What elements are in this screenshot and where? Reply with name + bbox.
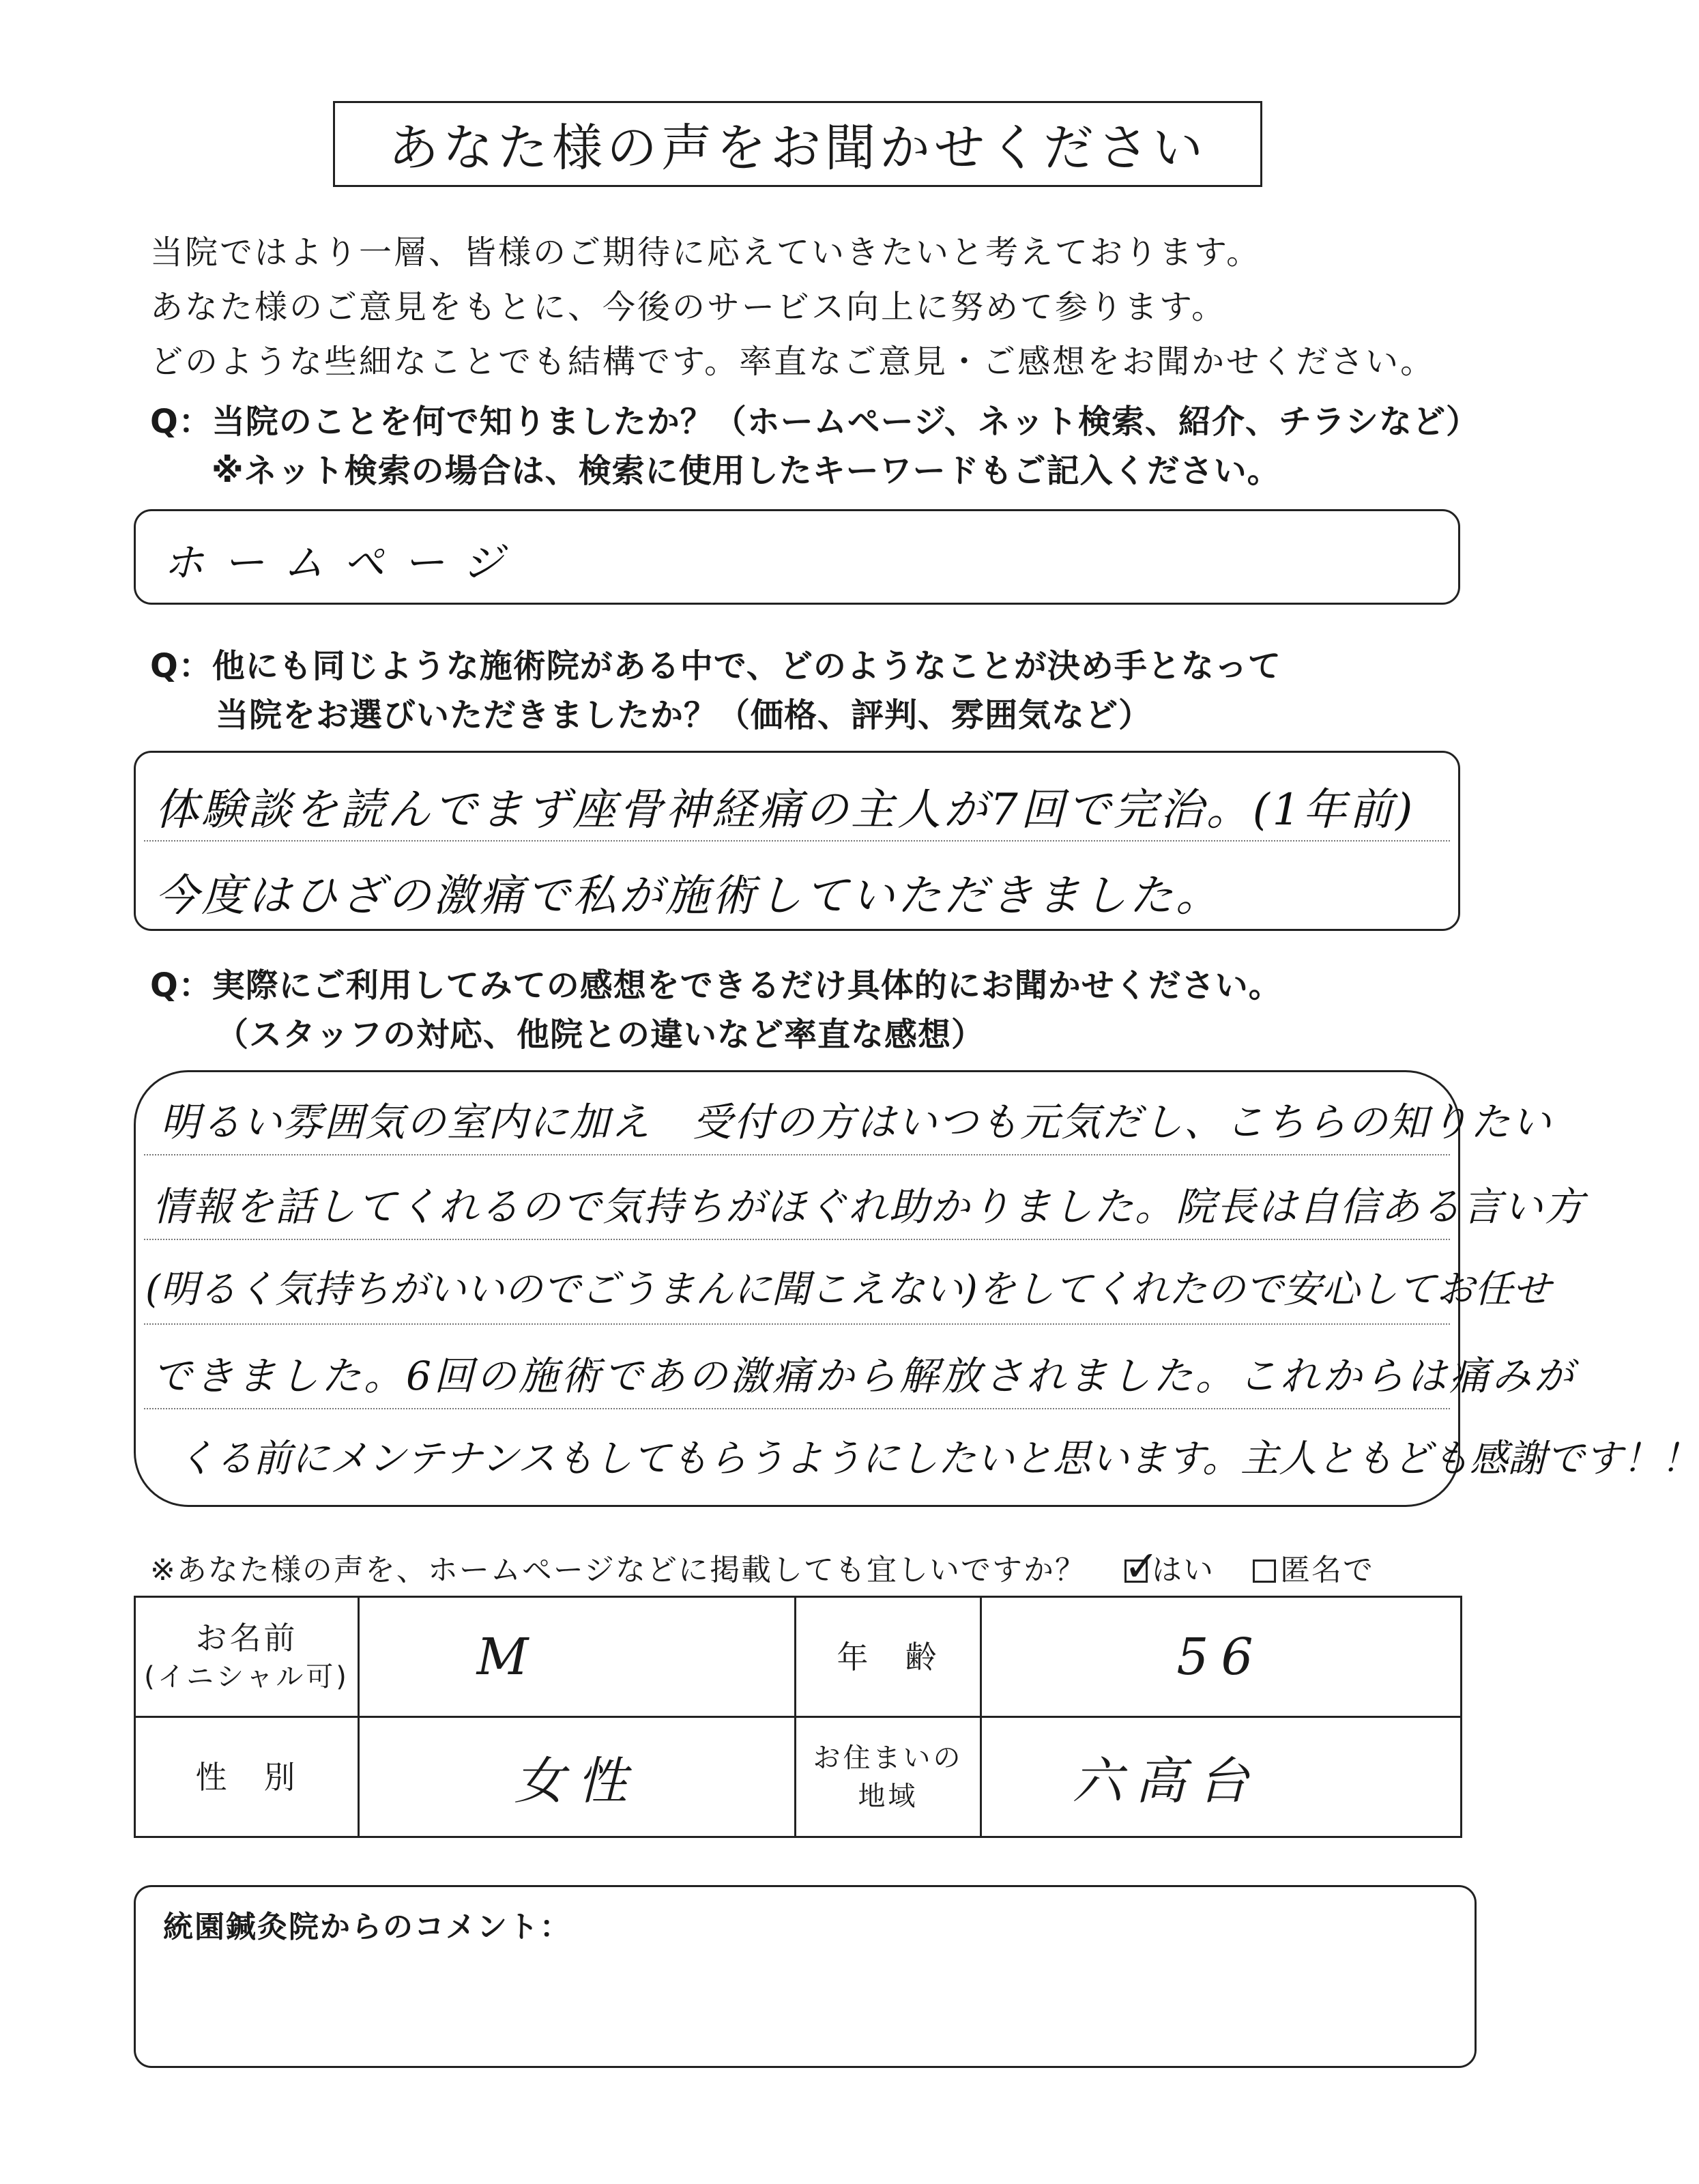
ruled-line xyxy=(144,1154,1450,1155)
age-value-cell[interactable] xyxy=(981,1597,1462,1717)
name-note: (イニシャル可) xyxy=(144,1661,349,1693)
anonymous-checkbox[interactable] xyxy=(1253,1560,1276,1583)
yes-option[interactable] xyxy=(1123,1541,1215,1591)
gender-value: 女性 xyxy=(514,1751,640,1811)
area-label-cell xyxy=(796,1717,981,1837)
publish-question: ※あなた様の声を、ホームページなどに掲載しても宜しいですか？ xyxy=(150,1553,1086,1587)
area-value: 六高台 xyxy=(1072,1751,1261,1811)
ruled-line xyxy=(144,1239,1450,1240)
intro-line: 当院ではより一層、皆様のご期待に応えていきたいと考えております。 xyxy=(150,233,1262,272)
area-label-line-2: 地域 xyxy=(858,1780,918,1812)
question-1-line-1: Q：当院のことを何で知りましたか？（ホームページ、ネット検索、紹介、チラシなど） xyxy=(150,403,1480,441)
answer-2-box[interactable] xyxy=(134,751,1460,931)
question-2-line-2: 当院をお選びいただきましたか？（価格、評判、雰囲気など） xyxy=(216,696,1152,734)
answer-3-line: 明るい雰囲気の室内に加え 受付の方はいつも元気だし、こちらの知りたい xyxy=(160,1099,1553,1145)
age-label: 年 齢 xyxy=(837,1638,940,1676)
ruled-line xyxy=(144,1323,1450,1325)
yes-label: はい xyxy=(1151,1553,1215,1587)
answer-2-line: 体験談を読んでまず座骨神経痛の主人が7回で完治。(1年前) xyxy=(155,785,1416,835)
age-value: 56 xyxy=(1176,1627,1266,1686)
intro-line: あなた様のご意見をもとに、今後のサービス向上に努めて参ります。 xyxy=(150,288,1227,326)
intro-text xyxy=(150,225,1481,389)
name-label: お名前 xyxy=(195,1619,298,1656)
intro-line: どのような些細なことでも結構です。率直なご意見・ご感想をお聞かせください。 xyxy=(150,343,1436,381)
checkmark-icon: ✓ xyxy=(1123,1541,1161,1591)
yes-checkbox[interactable] xyxy=(1123,1541,1161,1591)
gender-value-cell[interactable] xyxy=(359,1717,796,1837)
name-value: M xyxy=(476,1627,541,1686)
ruled-line xyxy=(144,840,1450,842)
publish-permission xyxy=(150,1541,1374,1591)
anonymous-option[interactable] xyxy=(1253,1545,1374,1589)
question-3-line-2: （スタッフの対応、他院との違いなど率直な感想） xyxy=(216,1016,985,1054)
ruled-line xyxy=(144,1408,1450,1409)
answer-1-text: ホームページ xyxy=(163,539,523,587)
question-2-line-1: Q：他にも同じような施術院がある中で、どのようなことが決め手となって xyxy=(150,647,1281,685)
answer-1-box[interactable] xyxy=(134,509,1460,605)
question-1 xyxy=(150,397,1479,495)
area-value-cell[interactable] xyxy=(981,1717,1462,1837)
question-3-line-1: Q：実際にご利用してみての感想をできるだけ具体的にお聞かせください。 xyxy=(150,966,1282,1005)
answer-3-box[interactable] xyxy=(134,1070,1699,1507)
answer-3-line: (明るく気持ちがいいのでごうまんに聞こえない)をしてくれたので安心してお任せ xyxy=(145,1267,1551,1312)
question-2 xyxy=(150,642,1281,740)
area-label-line-1: お住まいの xyxy=(813,1742,963,1774)
name-value-cell[interactable] xyxy=(359,1597,796,1717)
gender-label-cell xyxy=(135,1717,359,1837)
answer-3-line: できました。6回の施術であの激痛から解放されました。これからは痛みが xyxy=(152,1353,1576,1399)
page-title: あなた様の声をお聞かせください xyxy=(333,101,1262,187)
answer-3-line: 情報を話してくれるので気持ちがほぐれ助かりました。院長は自信ある言い方 xyxy=(152,1183,1586,1230)
clinic-comment-label: 統園鍼灸院からのコメント： xyxy=(163,1910,571,1944)
answer-3-line: くる前にメンテナンスもしてもらうようにしたいと思います。主人ともども感謝です！！ xyxy=(177,1437,1699,1481)
answer-2-line: 今度はひざの激痛で私が施術していただきました。 xyxy=(155,871,1222,921)
question-1-line-2: ※ネット検索の場合は、検索に使用したキーワードもご記入ください。 xyxy=(212,452,1281,490)
age-label-cell xyxy=(796,1597,981,1717)
clinic-comment-box[interactable] xyxy=(134,1885,1477,2068)
respondent-info-table xyxy=(134,1596,1462,1838)
name-label-cell xyxy=(135,1597,359,1717)
gender-label: 性 別 xyxy=(195,1758,298,1796)
anonymous-label: 匿名で xyxy=(1279,1553,1374,1587)
question-3 xyxy=(150,961,1282,1059)
